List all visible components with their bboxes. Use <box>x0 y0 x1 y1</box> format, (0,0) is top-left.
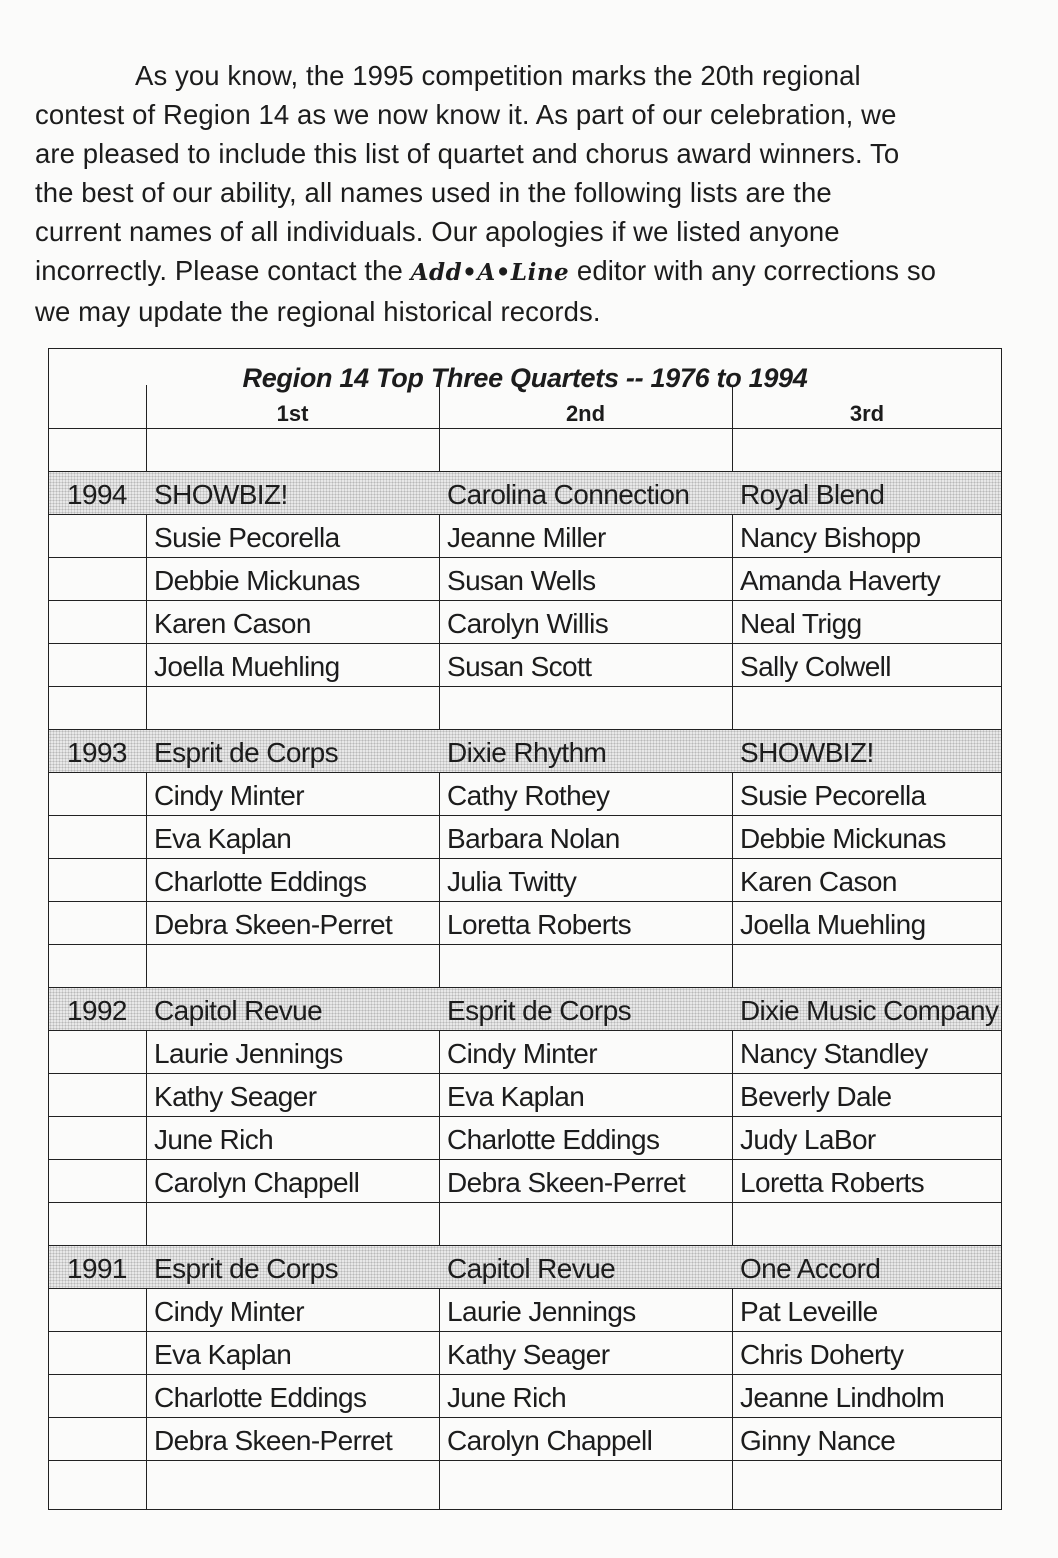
winner-3rd: One Accord <box>740 1253 881 1284</box>
member-row <box>49 1074 1001 1117</box>
table-header <box>49 349 1001 429</box>
intro-line <box>35 251 1010 292</box>
member-3rd: Judy LaBor <box>740 1124 876 1155</box>
year-cell: 1993 <box>67 737 127 768</box>
member-row <box>49 601 1001 644</box>
member-1st: Susie Pecorella <box>154 522 340 553</box>
table-title: Region 14 Top Three Quartets -- 1976 to 1994 <box>242 363 808 393</box>
year-row <box>49 988 1001 1031</box>
winner-1st: SHOWBIZ! <box>154 479 288 510</box>
winner-2nd: Capitol Revue <box>447 1253 616 1284</box>
newsletter-name: Add•A•Line <box>410 259 570 286</box>
member-3rd: Joella Muehling <box>740 909 926 940</box>
year-row <box>49 472 1001 515</box>
intro-line: current names of all individuals. Our apologies if we listed anyone <box>35 216 840 247</box>
quartets-table <box>48 348 1002 1510</box>
member-row <box>49 816 1001 859</box>
member-1st: Debra Skeen-Perret <box>154 1425 393 1456</box>
winner-3rd: SHOWBIZ! <box>740 737 874 768</box>
spacer-row <box>49 1461 1001 1504</box>
member-3rd: Debbie Mickunas <box>740 823 946 854</box>
member-1st: Charlotte Eddings <box>154 866 367 897</box>
member-2nd: June Rich <box>447 1382 567 1413</box>
spacer-row <box>49 429 1001 472</box>
column-header-2nd: 2nd <box>565 401 606 426</box>
member-1st: Cindy Minter <box>154 780 304 811</box>
intro-paragraph <box>35 56 1010 331</box>
member-3rd: Nancy Bishopp <box>740 522 921 553</box>
column-header-3rd: 3rd <box>849 401 885 426</box>
intro-line: contest of Region 14 as we now know it. As part of our celebration, we <box>35 99 897 130</box>
member-2nd: Debra Skeen-Perret <box>447 1167 686 1198</box>
intro-text: editor with any corrections so <box>569 255 937 286</box>
member-row <box>49 558 1001 601</box>
member-2nd: Charlotte Eddings <box>447 1124 660 1155</box>
spacer-row <box>49 945 1001 988</box>
member-row <box>49 773 1001 816</box>
member-2nd: Julia Twitty <box>447 866 577 897</box>
member-2nd: Susan Wells <box>447 565 596 596</box>
intro-line: the best of our ability, all names used in the following lists are the <box>35 177 832 208</box>
winner-2nd: Esprit de Corps <box>447 995 631 1026</box>
member-2nd: Carolyn Chappell <box>447 1425 653 1456</box>
member-2nd: Eva Kaplan <box>447 1081 585 1112</box>
member-row <box>49 644 1001 687</box>
member-3rd: Pat Leveille <box>740 1296 878 1327</box>
winner-2nd: Dixie Rhythm <box>447 737 607 768</box>
member-3rd: Sally Colwell <box>740 651 891 682</box>
member-2nd: Jeanne Miller <box>447 522 606 553</box>
member-1st: Carolyn Chappell <box>154 1167 360 1198</box>
member-1st: Joella Muehling <box>154 651 340 682</box>
member-row <box>49 1289 1001 1332</box>
member-row <box>49 1375 1001 1418</box>
winner-3rd: Dixie Music Company <box>740 995 999 1026</box>
intro-line: As you know, the 1995 competition marks the 20th regional <box>135 60 861 91</box>
spacer-row <box>49 1203 1001 1246</box>
member-row <box>49 1117 1001 1160</box>
member-2nd: Cindy Minter <box>447 1038 597 1069</box>
member-1st: Kathy Seager <box>154 1081 317 1112</box>
winner-1st: Esprit de Corps <box>154 737 338 768</box>
member-2nd: Susan Scott <box>447 651 592 682</box>
member-1st: Charlotte Eddings <box>154 1382 367 1413</box>
member-3rd: Chris Doherty <box>740 1339 904 1370</box>
member-2nd: Barbara Nolan <box>447 823 620 854</box>
member-row <box>49 515 1001 558</box>
member-1st: Eva Kaplan <box>154 823 292 854</box>
member-2nd: Kathy Seager <box>447 1339 610 1370</box>
member-1st: Eva Kaplan <box>154 1339 292 1370</box>
member-2nd: Cathy Rothey <box>447 780 610 811</box>
member-2nd: Laurie Jennings <box>447 1296 636 1327</box>
member-3rd: Neal Trigg <box>740 608 862 639</box>
spacer-row <box>49 687 1001 730</box>
member-row <box>49 1160 1001 1203</box>
column-header-1st: 1st <box>276 401 309 426</box>
year-row <box>49 1246 1001 1289</box>
member-1st: Cindy Minter <box>154 1296 304 1327</box>
member-row <box>49 902 1001 945</box>
intro-line: we may update the regional historical records. <box>35 296 601 327</box>
member-1st: Laurie Jennings <box>154 1038 343 1069</box>
winner-3rd: Royal Blend <box>740 479 885 510</box>
member-1st: Debra Skeen-Perret <box>154 909 393 940</box>
member-2nd: Carolyn Willis <box>447 608 609 639</box>
member-1st: June Rich <box>154 1124 274 1155</box>
member-3rd: Susie Pecorella <box>740 780 926 811</box>
member-3rd: Ginny Nance <box>740 1425 896 1456</box>
member-row <box>49 859 1001 902</box>
member-3rd: Nancy Standley <box>740 1038 928 1069</box>
winner-2nd: Carolina Connection <box>447 479 690 510</box>
member-row <box>49 1418 1001 1461</box>
winner-1st: Capitol Revue <box>154 995 323 1026</box>
member-3rd: Beverly Dale <box>740 1081 892 1112</box>
member-3rd: Amanda Haverty <box>740 565 941 596</box>
year-row <box>49 730 1001 773</box>
intro-text: incorrectly. Please contact the <box>35 255 411 286</box>
member-3rd: Jeanne Lindholm <box>740 1382 945 1413</box>
year-cell: 1991 <box>67 1253 127 1284</box>
intro-line: are pleased to include this list of quartet and chorus award winners. To <box>35 138 900 169</box>
member-3rd: Karen Cason <box>740 866 897 897</box>
year-cell: 1994 <box>67 479 127 510</box>
member-2nd: Loretta Roberts <box>447 909 631 940</box>
member-1st: Debbie Mickunas <box>154 565 360 596</box>
member-3rd: Loretta Roberts <box>740 1167 924 1198</box>
member-row <box>49 1332 1001 1375</box>
winner-1st: Esprit de Corps <box>154 1253 338 1284</box>
member-row <box>49 1031 1001 1074</box>
year-cell: 1992 <box>67 995 127 1026</box>
member-1st: Karen Cason <box>154 608 311 639</box>
